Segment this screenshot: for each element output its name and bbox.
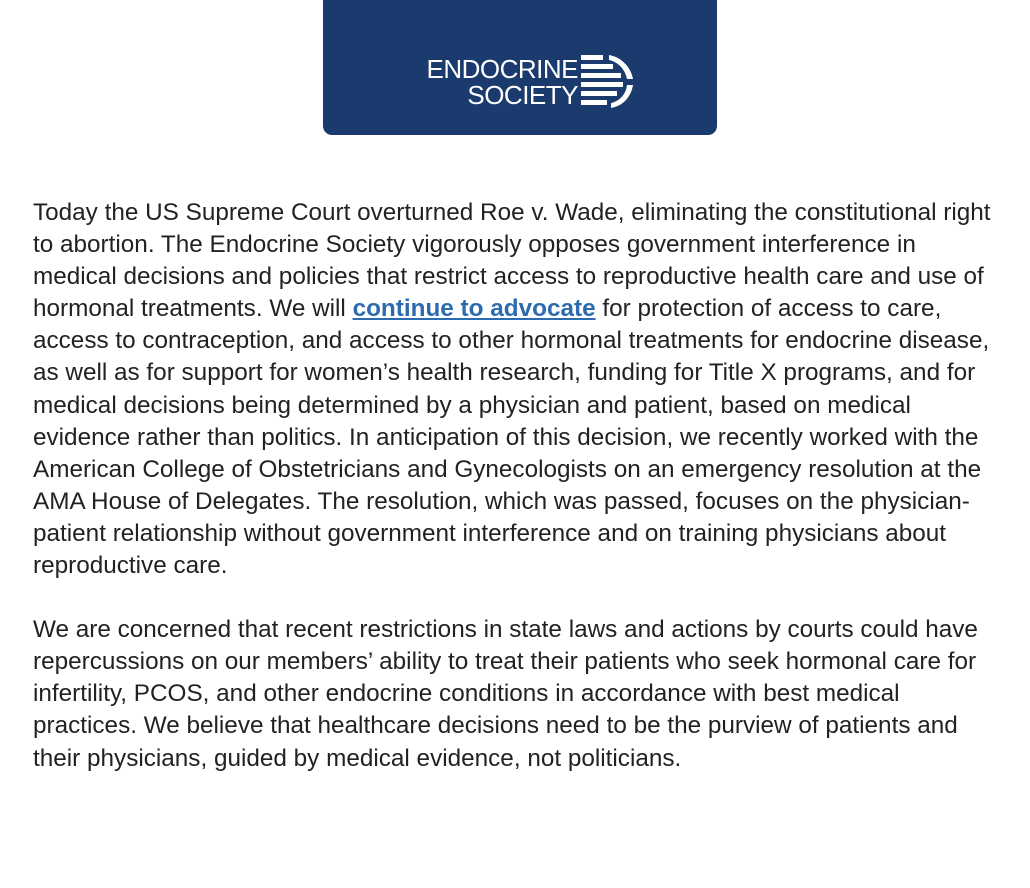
endocrine-society-logo-icon [581, 55, 637, 109]
logo-line-society: SOCIETY [467, 80, 578, 110]
paragraph-1-text-before-link: Today the US Supreme Court overturned Roe v. Wade, eliminating the constitutional right to abortion. The Endocrine Society vigorously opposes government interference in medical decisions and policies that restrict access to reproductive health care and use of hormonal treatments. We will [33, 199, 991, 323]
continue-to-advocate-link[interactable]: continue to advocate [352, 295, 596, 323]
paragraph-roe-v-wade [33, 197, 1005, 582]
logo-wordmark [408, 56, 578, 108]
statement-body [33, 197, 1005, 775]
paragraph-1-text-after-link: for protection of access to care, access to contraception, and access to other hormonal treatments for endocrine disease, as well as for support for women’s health research, funding for Title X programs, and for medical decisions being determined by a physician and patient, based on medical evidence rather than politics. In anticipation of this decision, we recently worked with the American College of Obstetricians and Gynecologists on an emergency resolution at the AMA House of Delegates. The resolution, which was passed, focuses on the physician-patient relationship without government interference and on training physicians about reproductive care. [33, 295, 990, 580]
logo-line-endocrine: ENDOCRINE [426, 54, 578, 84]
paragraph-state-laws: We are concerned that recent restrictions in state laws and actions by courts could have repercussions on our members’ ability to treat their patients who seek hormonal care for infertility, PCOS, and other endocrine conditions in accordance with best medical practices. We believe that healthcare decisions need to be the purview of patients and their physicians, guided by medical evidence, not politicians. [33, 616, 978, 772]
logo-banner [323, 0, 717, 135]
